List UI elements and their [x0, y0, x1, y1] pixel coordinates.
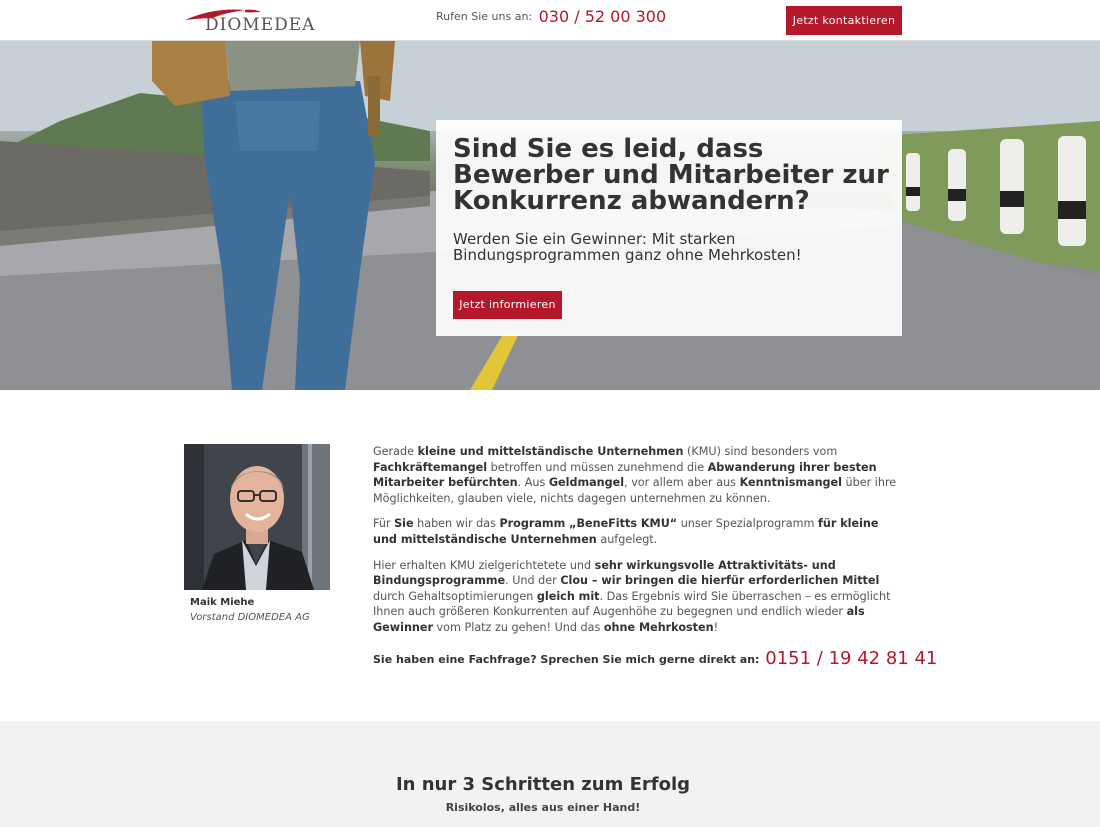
text-segment: ! — [713, 620, 719, 634]
logo[interactable] — [183, 4, 323, 36]
intro-text — [373, 444, 903, 646]
hero-title: Sind Sie es leid, dass Bewerber und Mitarbeiter zur Konkurrenz abwandern? — [453, 134, 889, 216]
logo-text: DIOMEDEA — [205, 15, 316, 35]
hero-card — [436, 120, 902, 336]
hero-section — [0, 41, 1100, 390]
bold-text: sehr wirkungsvolle Attraktivitäts- und Bindungsprogramme — [373, 558, 836, 588]
steps-title: In nur 3 Schritten zum Erfolg — [395, 774, 691, 795]
person-photo — [184, 444, 330, 590]
text-segment: Für — [373, 517, 395, 531]
text-segment: haben wir das — [413, 517, 500, 531]
bold-text: kleine und mittelständische Unternehmen — [417, 445, 684, 458]
portrait-image — [184, 444, 330, 590]
bold-text: Programm „BeneFitts KMU“ — [499, 517, 678, 531]
call-info — [436, 7, 666, 26]
text-segment: über ihre Möglichkeiten, glauben viele, nichts dagegen unternehmen zu können. — [373, 476, 897, 505]
call-label: Rufen Sie uns an: — [436, 10, 533, 23]
intro-paragraph — [373, 516, 903, 547]
text-segment: aufgelegt. — [596, 532, 658, 546]
contact-question — [373, 648, 937, 669]
text-segment: vom Platz zu gehen! Und das — [432, 620, 604, 634]
text-segment: betroffen und müssen zunehmend die — [487, 460, 708, 474]
call-number-link[interactable]: 030 / 52 00 300 — [538, 7, 667, 26]
text-segment: durch Gehaltsoptimierungen — [373, 589, 537, 603]
learn-more-button[interactable]: Jetzt informieren — [453, 291, 562, 319]
question-text: Sie haben eine Fachfrage? Sprechen Sie mich gerne direkt an: — [373, 653, 760, 666]
steps-section — [0, 721, 1100, 827]
text-segment: , vor allem aber aus — [624, 476, 740, 490]
site-header — [0, 0, 1100, 41]
contact-button[interactable]: Jetzt kontaktieren — [786, 6, 902, 35]
hero-subtitle: Werden Sie ein Gewinner: Mit starken Bindungsprogrammen ganz ohne Mehrkosten! — [453, 230, 802, 264]
steps-subtitle: Risikolos, alles aus einer Hand! — [445, 801, 641, 814]
bold-text: Clou – wir bringen die hierfür erforderlichen Mittel — [560, 574, 880, 588]
phone-link[interactable]: 0151 / 19 42 81 41 — [765, 648, 938, 669]
bold-text: Geldmangel — [548, 476, 625, 490]
intro-paragraph — [373, 558, 903, 636]
bold-text: als Gewinner — [373, 605, 865, 634]
bold-text: ohne Mehrkosten — [603, 620, 714, 634]
bold-text: für kleine und mittelständische Unternehmen — [373, 517, 879, 546]
text-segment: . Und der — [505, 574, 561, 588]
text-segment: Hier erhalten KMU zielgerichtetete und — [373, 558, 595, 572]
text-segment: (KMU) sind besonders vom — [683, 445, 838, 458]
bold-text: Sie — [394, 517, 414, 531]
bold-text: Fachkräftemangel — [373, 460, 488, 474]
intro-paragraph — [373, 444, 903, 506]
bold-text: Kenntnismangel — [739, 476, 842, 490]
bold-text: Abwanderung ihrer besten Mitarbeiter befürchten — [373, 460, 877, 490]
text-segment: unser Spezialprogramm — [677, 517, 818, 531]
text-segment: Gerade — [373, 445, 418, 458]
bold-text: gleich mit — [536, 589, 600, 603]
person-role: Vorstand DIOMEDEA AG — [190, 612, 310, 623]
text-segment: . Aus — [517, 476, 549, 490]
person-name: Maik Miehe — [190, 597, 255, 608]
text-segment: . Das Ergebnis wird Sie überraschen – es ermöglicht Ihnen auch größeren Konkurrenten auf Augenhöhe zu begegnen und endlich wieder — [373, 589, 891, 619]
